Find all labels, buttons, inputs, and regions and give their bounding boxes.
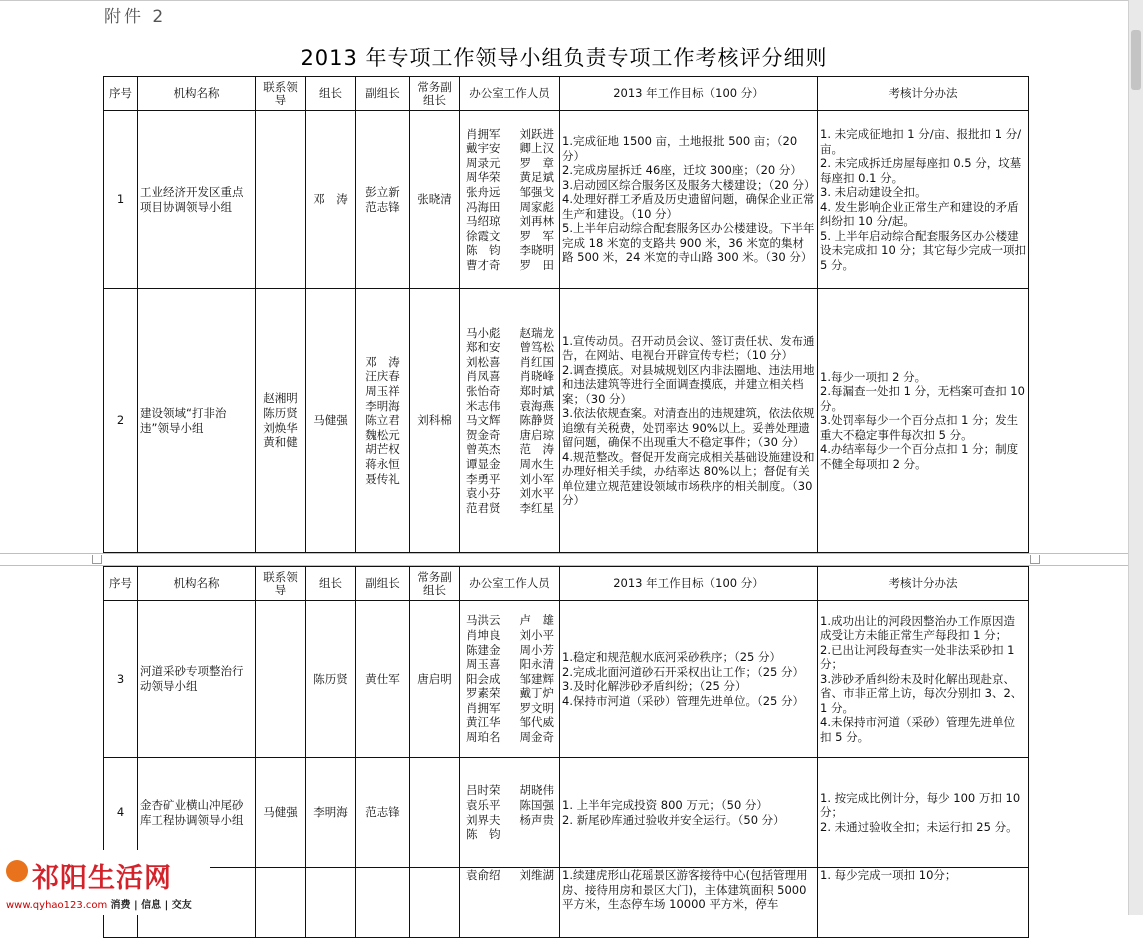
watermark-tags: 消费 | 信息 | 交友: [110, 900, 192, 911]
header-exec-deputy: 常务副组长: [410, 77, 460, 111]
goal-item: 3.启动园区综合服务区及服务大楼建设；（20 分）: [562, 177, 816, 192]
header-exec-deputy: 常务副组长: [410, 567, 460, 601]
deputy-name: 蒋永恒: [365, 456, 400, 471]
staff-pair: [462, 384, 557, 399]
staff-pair: [462, 686, 557, 701]
staff-pair: [462, 657, 557, 672]
goal-item: 1.完成征地 1500 亩，土地报批 500 亩；（20 分）: [562, 134, 798, 163]
staff-name: 刘跃进: [519, 126, 554, 141]
staff-pair: [462, 730, 557, 745]
cell-deputy: [356, 601, 410, 758]
staff-name: 张怡奇: [466, 384, 501, 399]
staff-name: 罗 田: [519, 257, 554, 272]
goal-item: 1.续建虎形山花瑶景区游客接待中心(包括管理用房、接待用房和景区大门)，主体建筑面积 5000 平方米，生态停车场 10000 平方米，停车: [562, 868, 808, 911]
staff-name: 曹才奇: [466, 257, 501, 272]
cell-org-name: 河道采砂专项整治行动领导小组: [138, 601, 256, 758]
staff-name: 黄足斌: [519, 170, 554, 185]
table-row: [104, 601, 1029, 758]
deputy-name: 彭立新: [365, 184, 400, 199]
cell-leader: 李明海: [306, 758, 356, 868]
header-leader: 组长: [306, 77, 356, 111]
deputy-name: 陈立君: [365, 413, 400, 428]
staff-pair: [462, 798, 557, 813]
staff-name: 周金奇: [519, 730, 554, 745]
scoring-item: 4.办结率每少一个百分点扣 1 分；制度不健全每项扣 2 分。: [820, 442, 1019, 471]
staff-name: 戴宇安: [466, 141, 501, 156]
logo-mark-icon: [6, 860, 28, 882]
goal-item: 2. 新尾砂库通过验收并安全运行。（50 分）: [562, 812, 785, 827]
cell-liaison: 马健强: [256, 758, 306, 868]
staff-name: 吕时荣: [466, 783, 501, 798]
staff-name: 刘松喜: [466, 354, 501, 369]
deputy-name: 邓 涛: [365, 354, 400, 369]
staff-name: 袁俞绍: [466, 868, 501, 882]
scoring-item: 4.未保持市河道（采砂）管理先进单位扣 5 分。: [820, 715, 1015, 744]
cell-scoring: [818, 868, 1029, 938]
staff-pair: [462, 156, 557, 171]
staff-pair: [462, 486, 557, 501]
staff-name: 曾英杰: [466, 442, 501, 457]
staff-name: 刘界夫: [466, 812, 501, 827]
table-header-row: [104, 77, 1029, 111]
staff-pair: [462, 170, 557, 185]
table-row: [104, 758, 1029, 868]
goal-item: 5.上半年启动综合配套服务区办公楼建设。下半年完成 18 米宽的支路共 900 米，36 米宽的集材路 500 米，24 米宽的寺山路 300 米。（30 分）: [562, 221, 815, 265]
staff-name: 邹建辉: [519, 671, 554, 686]
header-liaison: 联系领导: [256, 77, 306, 111]
goal-item: 2.调查摸底。对县城规划区内非法圈地、违法用地和违法建筑等进行全面调查摸底，并建立相关档案；（30 分）: [562, 362, 815, 406]
staff-name: 袁乐平: [466, 797, 501, 812]
cell-exec-deputy: 唐启明: [410, 601, 460, 758]
staff-name: 周华荣: [466, 170, 501, 185]
staff-name: 曾笃松: [519, 340, 554, 355]
staff-name: 贺金奇: [466, 427, 501, 442]
deputy-name: 周玉祥: [365, 384, 400, 399]
staff-name: 陈静贤: [519, 413, 554, 428]
cell-liaison: [256, 111, 306, 289]
header-org: 机构名称: [138, 567, 256, 601]
cell-exec-deputy: 张晓清: [410, 111, 460, 289]
scoring-item: 1.成功出让的河段因整治办工作原因造成受让方未能正常生产每段扣 1 分；: [820, 613, 1015, 643]
staff-name: 唐启琼: [519, 427, 554, 442]
staff-name: 陈 钧: [466, 243, 501, 258]
staff-pair: [462, 457, 557, 472]
cell-deputy: [356, 868, 410, 938]
staff-pair: [462, 185, 557, 200]
vertical-scrollbar[interactable]: [1128, 0, 1143, 915]
staff-name: 阳永清: [519, 657, 554, 672]
staff-name: 徐霞文: [466, 228, 501, 243]
staff-name: 郑和安: [466, 340, 501, 355]
header-deputy: 副组长: [356, 567, 410, 601]
cell-exec-deputy: 刘科棉: [410, 289, 460, 553]
goal-item: 4.处理好群工矛盾及历史遗留问题，确保企业正常生产和建设。（10 分）: [562, 192, 815, 221]
liaison-name: 黄和健: [263, 435, 298, 450]
scoring-item: 3.涉砂矛盾纠纷未及时化解出现赴京、省、市非正常上访，每次分别扣 3、2、1 分。: [820, 671, 1023, 715]
header-org: 机构名称: [138, 77, 256, 111]
scoring-item: 2. 未通过验收全扣；未运行扣 25 分。: [820, 819, 1018, 834]
cell-no: 4: [104, 758, 138, 868]
liaison-name: 刘焕华: [263, 420, 298, 435]
staff-pair: [462, 701, 557, 716]
staff-pair: [462, 127, 557, 142]
header-scoring: 考核计分办法: [818, 567, 1029, 601]
staff-name: 罗文明: [519, 700, 554, 715]
cell-liaison: [256, 601, 306, 758]
goal-item: 2.完成房屋拆迁 46座，迁坟 300座；（20 分）: [562, 163, 802, 178]
scoring-table-page-1: [103, 76, 1029, 553]
page-break: [0, 553, 1128, 566]
staff-pair: [462, 715, 557, 730]
scoring-item: 5. 上半年启动综合配套服务区办公楼建设未完成扣 10 分；其它每少完成一项扣 5 分。: [820, 228, 1026, 272]
table-row: [104, 868, 1029, 938]
watermark-logo: [0, 850, 210, 915]
deputy-name: 黄仕军: [365, 671, 400, 686]
cell-liaison: [256, 289, 306, 553]
header-scoring: 考核计分办法: [818, 77, 1029, 111]
staff-name: 周水生: [519, 456, 554, 471]
table-row: [104, 289, 1029, 553]
deputy-name: 范志锋: [365, 199, 400, 214]
cell-scoring: [818, 289, 1029, 553]
scoring-item: 1.每少一项扣 2 分。: [820, 369, 927, 384]
cell-goal: [560, 111, 818, 289]
staff-name: 袁海燕: [519, 398, 554, 413]
cell-exec-deputy: [410, 868, 460, 938]
staff-pair: [462, 141, 557, 156]
deputy-name: 胡芒权: [365, 442, 400, 457]
page-top-edge: [0, 0, 1128, 1]
scoring-item: 3. 未启动建设全扣。: [820, 185, 927, 199]
deputy-name: 聂传礼: [365, 471, 400, 486]
staff-name: 黄江华: [466, 715, 501, 730]
staff-name: 罗 军: [519, 228, 554, 243]
staff-name: 邹代威: [519, 715, 554, 730]
header-goal: 2013 年工作目标（100 分）: [560, 77, 818, 111]
staff-name: 卢 雄: [519, 613, 554, 628]
staff-name: 戴丁炉: [519, 686, 554, 701]
goal-item: 1.宣传动员。召开动员会议、签订责任状、发布通告，在网站、电视台开辟宣传专栏；（10 分）: [562, 333, 815, 362]
staff-name: 马绍琼: [466, 214, 501, 229]
staff-pair: [462, 214, 557, 229]
staff-name: 范君贤: [466, 500, 501, 515]
staff-pair: [462, 243, 557, 258]
staff-name: 陈国强: [519, 797, 554, 812]
staff-pair: [462, 783, 557, 798]
cell-org-name: 工业经济开发区重点项目协调领导小组: [138, 111, 256, 289]
staff-name: 李红星: [519, 500, 554, 515]
scoring-item: 1. 按完成比例计分，每少 100 万扣 10 分；: [820, 790, 1021, 820]
staff-pair: [462, 628, 557, 643]
header-leader: 组长: [306, 567, 356, 601]
liaison-name: 陈历贤: [263, 405, 298, 420]
staff-pair: [462, 613, 557, 628]
staff-name: 肖拥军: [466, 700, 501, 715]
staff-name: 罗素荣: [466, 686, 501, 701]
header-no: 序号: [104, 567, 138, 601]
scoring-item: 2.每漏查一处扣 1 分，无档案可查扣 10 分。: [820, 384, 1025, 413]
cell-exec-deputy: [410, 758, 460, 868]
scoring-item: 3.处罚率每少一个百分点扣 1 分；发生重大不稳定事件每次扣 5 分。: [820, 413, 1019, 442]
staff-pair: [462, 827, 557, 842]
deputy-name: 魏松元: [365, 427, 400, 442]
deputy-name: 汪庆春: [365, 369, 400, 384]
header-liaison: 联系领导: [256, 567, 306, 601]
staff-name: 刘维湖: [519, 868, 554, 882]
cell-goal: [560, 868, 818, 938]
staff-pair: [462, 200, 557, 215]
staff-name: 周家彪: [519, 199, 554, 214]
crop-mark: [92, 555, 102, 564]
staff-name: 胡晓伟: [519, 783, 554, 798]
staff-name: 马小彪: [466, 325, 501, 340]
document-title: 2013 年专项工作领导小组负责专项工作考核评分细则: [300, 46, 828, 70]
goal-item: 1. 上半年完成投资 800 万元；（50 分）: [562, 798, 768, 812]
goal-item: 3.及时化解涉砂矛盾纠纷；（25 分）: [562, 679, 747, 693]
staff-name: 张舟远: [466, 184, 501, 199]
staff-name: 杨声贵: [519, 812, 554, 827]
staff-name: 肖凤喜: [466, 369, 501, 384]
goal-item: 2.完成北面河道砂石开采权出让工作；（25 分）: [562, 664, 805, 679]
staff-pair: [462, 399, 557, 414]
staff-pair: [462, 813, 557, 828]
staff-pair: [462, 340, 557, 355]
watermark-brand: 祁阳生活网: [32, 863, 172, 894]
cell-staff: [460, 758, 560, 868]
deputy-name: 李明海: [365, 398, 400, 413]
cell-scoring: [818, 111, 1029, 289]
table-header-row: [104, 567, 1029, 601]
cell-leader: 马健强: [306, 289, 356, 553]
staff-name: 范 涛: [519, 442, 554, 457]
staff-name: 周珀名: [466, 730, 501, 745]
scoring-item: 2. 未完成拆迁房屋每座扣 0.5 分，坟墓每座扣 0.1 分。: [820, 156, 1022, 185]
staff-pair: [462, 413, 557, 428]
staff-pair: [462, 472, 557, 487]
staff-name: 罗 章: [519, 155, 554, 170]
cell-staff: [460, 289, 560, 553]
cell-goal: [560, 289, 818, 553]
staff-name: 李勇平: [466, 471, 501, 486]
staff-name: 冯海田: [466, 199, 501, 214]
staff-name: 阳会成: [466, 671, 501, 686]
staff-name: 李晓明: [519, 243, 554, 258]
staff-pair: [462, 501, 557, 516]
annex-label: 附件 2: [104, 7, 167, 27]
goal-item: 1.稳定和规范舰水底河采砂秩序；（25 分）: [562, 650, 782, 664]
cell-staff: [460, 111, 560, 289]
deputy-name: 范志锋: [365, 805, 400, 820]
staff-name: 肖坤良: [466, 627, 501, 642]
cell-scoring: [818, 758, 1029, 868]
scoring-table-page-2: [103, 566, 1029, 938]
liaison-name: 赵湘明: [263, 391, 298, 406]
header-no: 序号: [104, 77, 138, 111]
staff-name: 米志伟: [466, 398, 501, 413]
staff-pair: [462, 442, 557, 457]
staff-pair: [462, 355, 557, 370]
header-staff: 办公室工作人员: [460, 77, 560, 111]
staff-pair: [462, 672, 557, 687]
staff-name: 刘小平: [519, 627, 554, 642]
staff-name: 邹强戈: [519, 184, 554, 199]
cell-deputy: [356, 289, 410, 553]
cell-leader: 陈历贤: [306, 601, 356, 758]
staff-name: 肖红国: [519, 354, 554, 369]
staff-name: 袁小芬: [466, 486, 501, 501]
staff-name: 陈 钧: [466, 827, 501, 842]
cell-goal: [560, 758, 818, 868]
cell-scoring: [818, 601, 1029, 758]
cell-deputy: [356, 758, 410, 868]
staff-pair: [462, 428, 557, 443]
staff-pair: [462, 258, 557, 273]
scoring-item: 1. 每少完成一项扣 10分；: [820, 868, 957, 882]
staff-pair: [462, 369, 557, 384]
crop-mark: [1030, 555, 1040, 564]
staff-name: 郑时斌: [519, 384, 554, 399]
cell-no: 2: [104, 289, 138, 553]
staff-name: 肖拥军: [466, 126, 501, 141]
staff-pair: [462, 868, 557, 883]
header-deputy: 副组长: [356, 77, 410, 111]
staff-pair: [462, 229, 557, 244]
cell-liaison: [256, 868, 306, 938]
cell-staff: [460, 868, 560, 938]
staff-name: 周玉喜: [466, 657, 501, 672]
staff-name: 刘小军: [519, 471, 554, 486]
scoring-item: 4. 发生影响企业正常生产和建设的矛盾纠纷扣 10 分/起。: [820, 199, 1019, 228]
watermark-url: [6, 896, 192, 911]
cell-no: 1: [104, 111, 138, 289]
staff-name: 马文辉: [466, 413, 501, 428]
cell-goal: [560, 601, 818, 758]
staff-name: 刘再林: [519, 214, 554, 229]
goal-item: 3.依法依规查案。对清查出的违规建筑，依法依规追缴有关税费，处罚率达 90%以上。妥善处理遗留问题，确保不出现重大不稳定事件；（30 分）: [562, 406, 815, 449]
table-row: [104, 111, 1029, 289]
staff-name: 周小芳: [519, 642, 554, 657]
watermark-url-text: www.qyhao123.com: [6, 900, 108, 911]
cell-staff: [460, 601, 560, 758]
staff-name: 卿上汉: [519, 141, 554, 156]
staff-name: 肖晓峰: [519, 369, 554, 384]
cell-deputy: [356, 111, 410, 289]
header-staff: 办公室工作人员: [460, 567, 560, 601]
scoring-item: 1. 未完成征地扣 1 分/亩、报批扣 1 分/亩。: [820, 127, 1022, 156]
goal-item: 4.保持市河道（采砂）管理先进单位。（25 分）: [562, 693, 805, 708]
staff-name: 周录元: [466, 155, 501, 170]
staff-pair: [462, 643, 557, 658]
goal-item: 4.规范整改。督促开发商完成相关基础设施建设和办理好相关手续，办结率达 80%以上；督促有关单位建立规范建设领域市场秩序的相关制度。（30 分）: [562, 449, 815, 507]
staff-name: 陈建金: [466, 642, 501, 657]
scrollbar-thumb[interactable]: [1131, 30, 1141, 90]
staff-name: 刘水平: [519, 486, 554, 501]
cell-org-name: 金杏矿业横山冲尾砂库工程协调领导小组: [138, 758, 256, 868]
staff-name: 赵瑞龙: [519, 325, 554, 340]
cell-leader: [306, 868, 356, 938]
staff-pair: [462, 326, 557, 341]
cell-org-name: 建设领域“打非治违”领导小组: [138, 289, 256, 553]
staff-name: 马洪云: [466, 613, 501, 628]
scoring-item: 2.已出让河段每查实一处非法采砂扣 1 分；: [820, 642, 1015, 672]
header-goal: 2013 年工作目标（100 分）: [560, 567, 818, 601]
cell-leader: 邓 涛: [306, 111, 356, 289]
staff-name: 谭显金: [466, 456, 501, 471]
cell-no: 3: [104, 601, 138, 758]
